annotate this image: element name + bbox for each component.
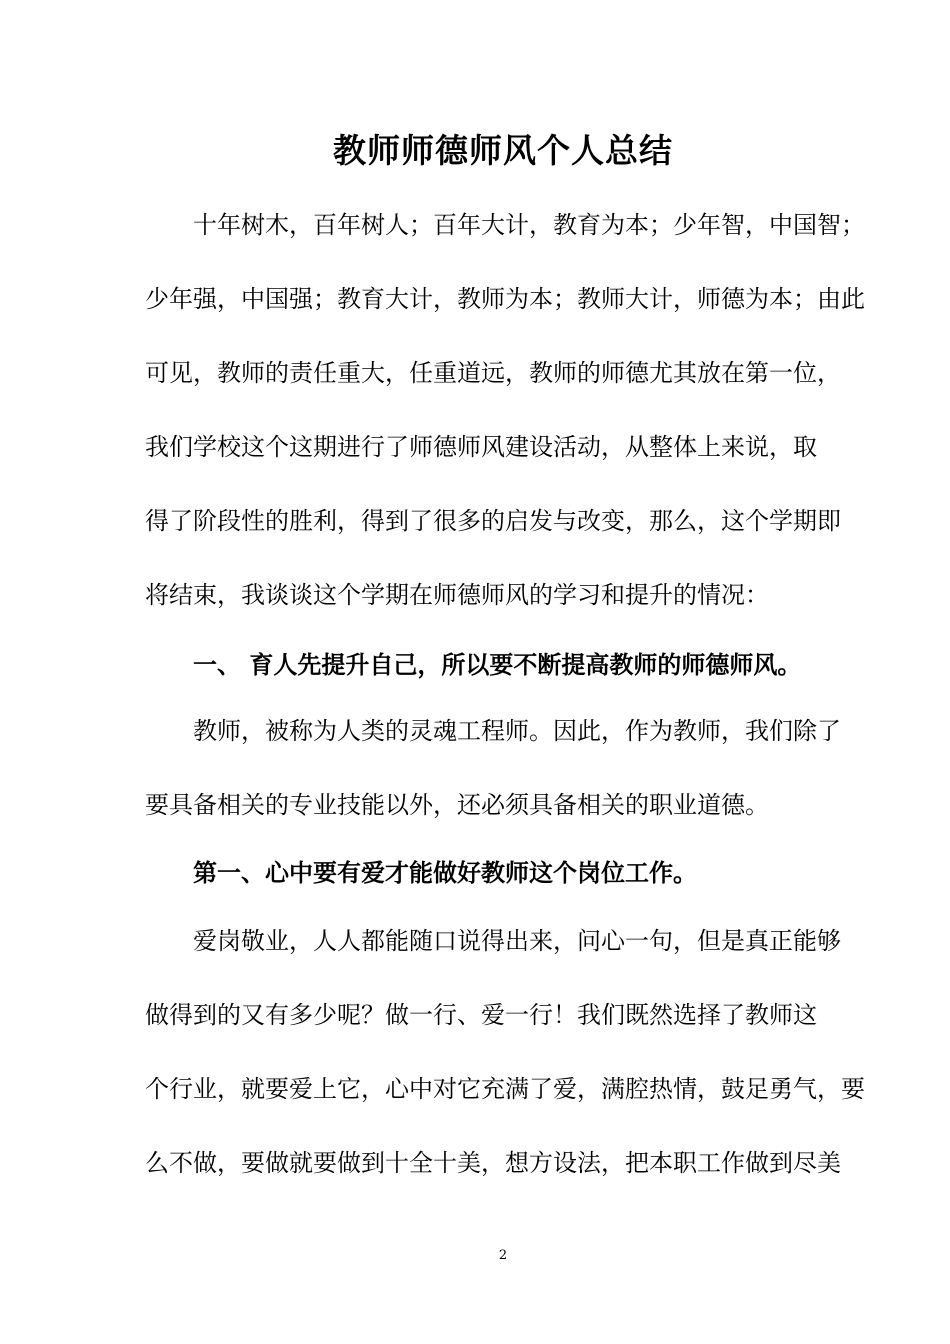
paragraph-line: 得了阶段性的胜利，得到了很多的启发与改变，那么，这个学期即 [145,507,841,535]
paragraph-line: 少年强，中国强；教育大计，教师为本；教师大计，师德为本；由此 [145,285,865,313]
page-number: 2 [498,1248,508,1263]
paragraph-line: 教师，被称为人类的灵魂工程师。因此，作为教师，我们除了 [193,717,841,745]
paragraph-line: 十年树木，百年树人；百年大计，教育为本；少年智，中国智； [193,211,865,239]
paragraph-line: 爱岗敬业，人人都能随口说得出来，问心一句，但是真正能够 [193,927,841,955]
paragraph-line: 将结束，我谈谈这个学期在师德师风的学习和提升的情况： [145,581,769,609]
paragraph-line: 我们学校这个这期进行了师德师风建设活动，从整体上来说，取 [145,433,817,461]
subsection-heading: 第一、心中要有爱才能做好教师这个岗位工作。 [193,859,697,887]
paragraph-line: 可见，教师的责任重大，任重道远，教师的师德尤其放在第一位， [145,359,841,387]
paragraph-line: 个行业，就要爱上它，心中对它充满了爱，满腔热情，鼓足勇气，要 [145,1075,865,1103]
paragraph-line: 么不做，要做就要做到十全十美，想方设法，把本职工作做到尽美 [145,1149,841,1177]
document-title: 教师师德师风个人总结 [333,131,673,170]
paragraph-line: 要具备相关的专业技能以外，还必须具备相关的职业道德。 [145,791,769,819]
paragraph-line: 做得到的又有多少呢？做一行、爱一行！我们既然选择了教师这 [145,1001,817,1029]
section-heading: 一、 育人先提升自己，所以要不断提高教师的师德师风。 [193,651,802,679]
